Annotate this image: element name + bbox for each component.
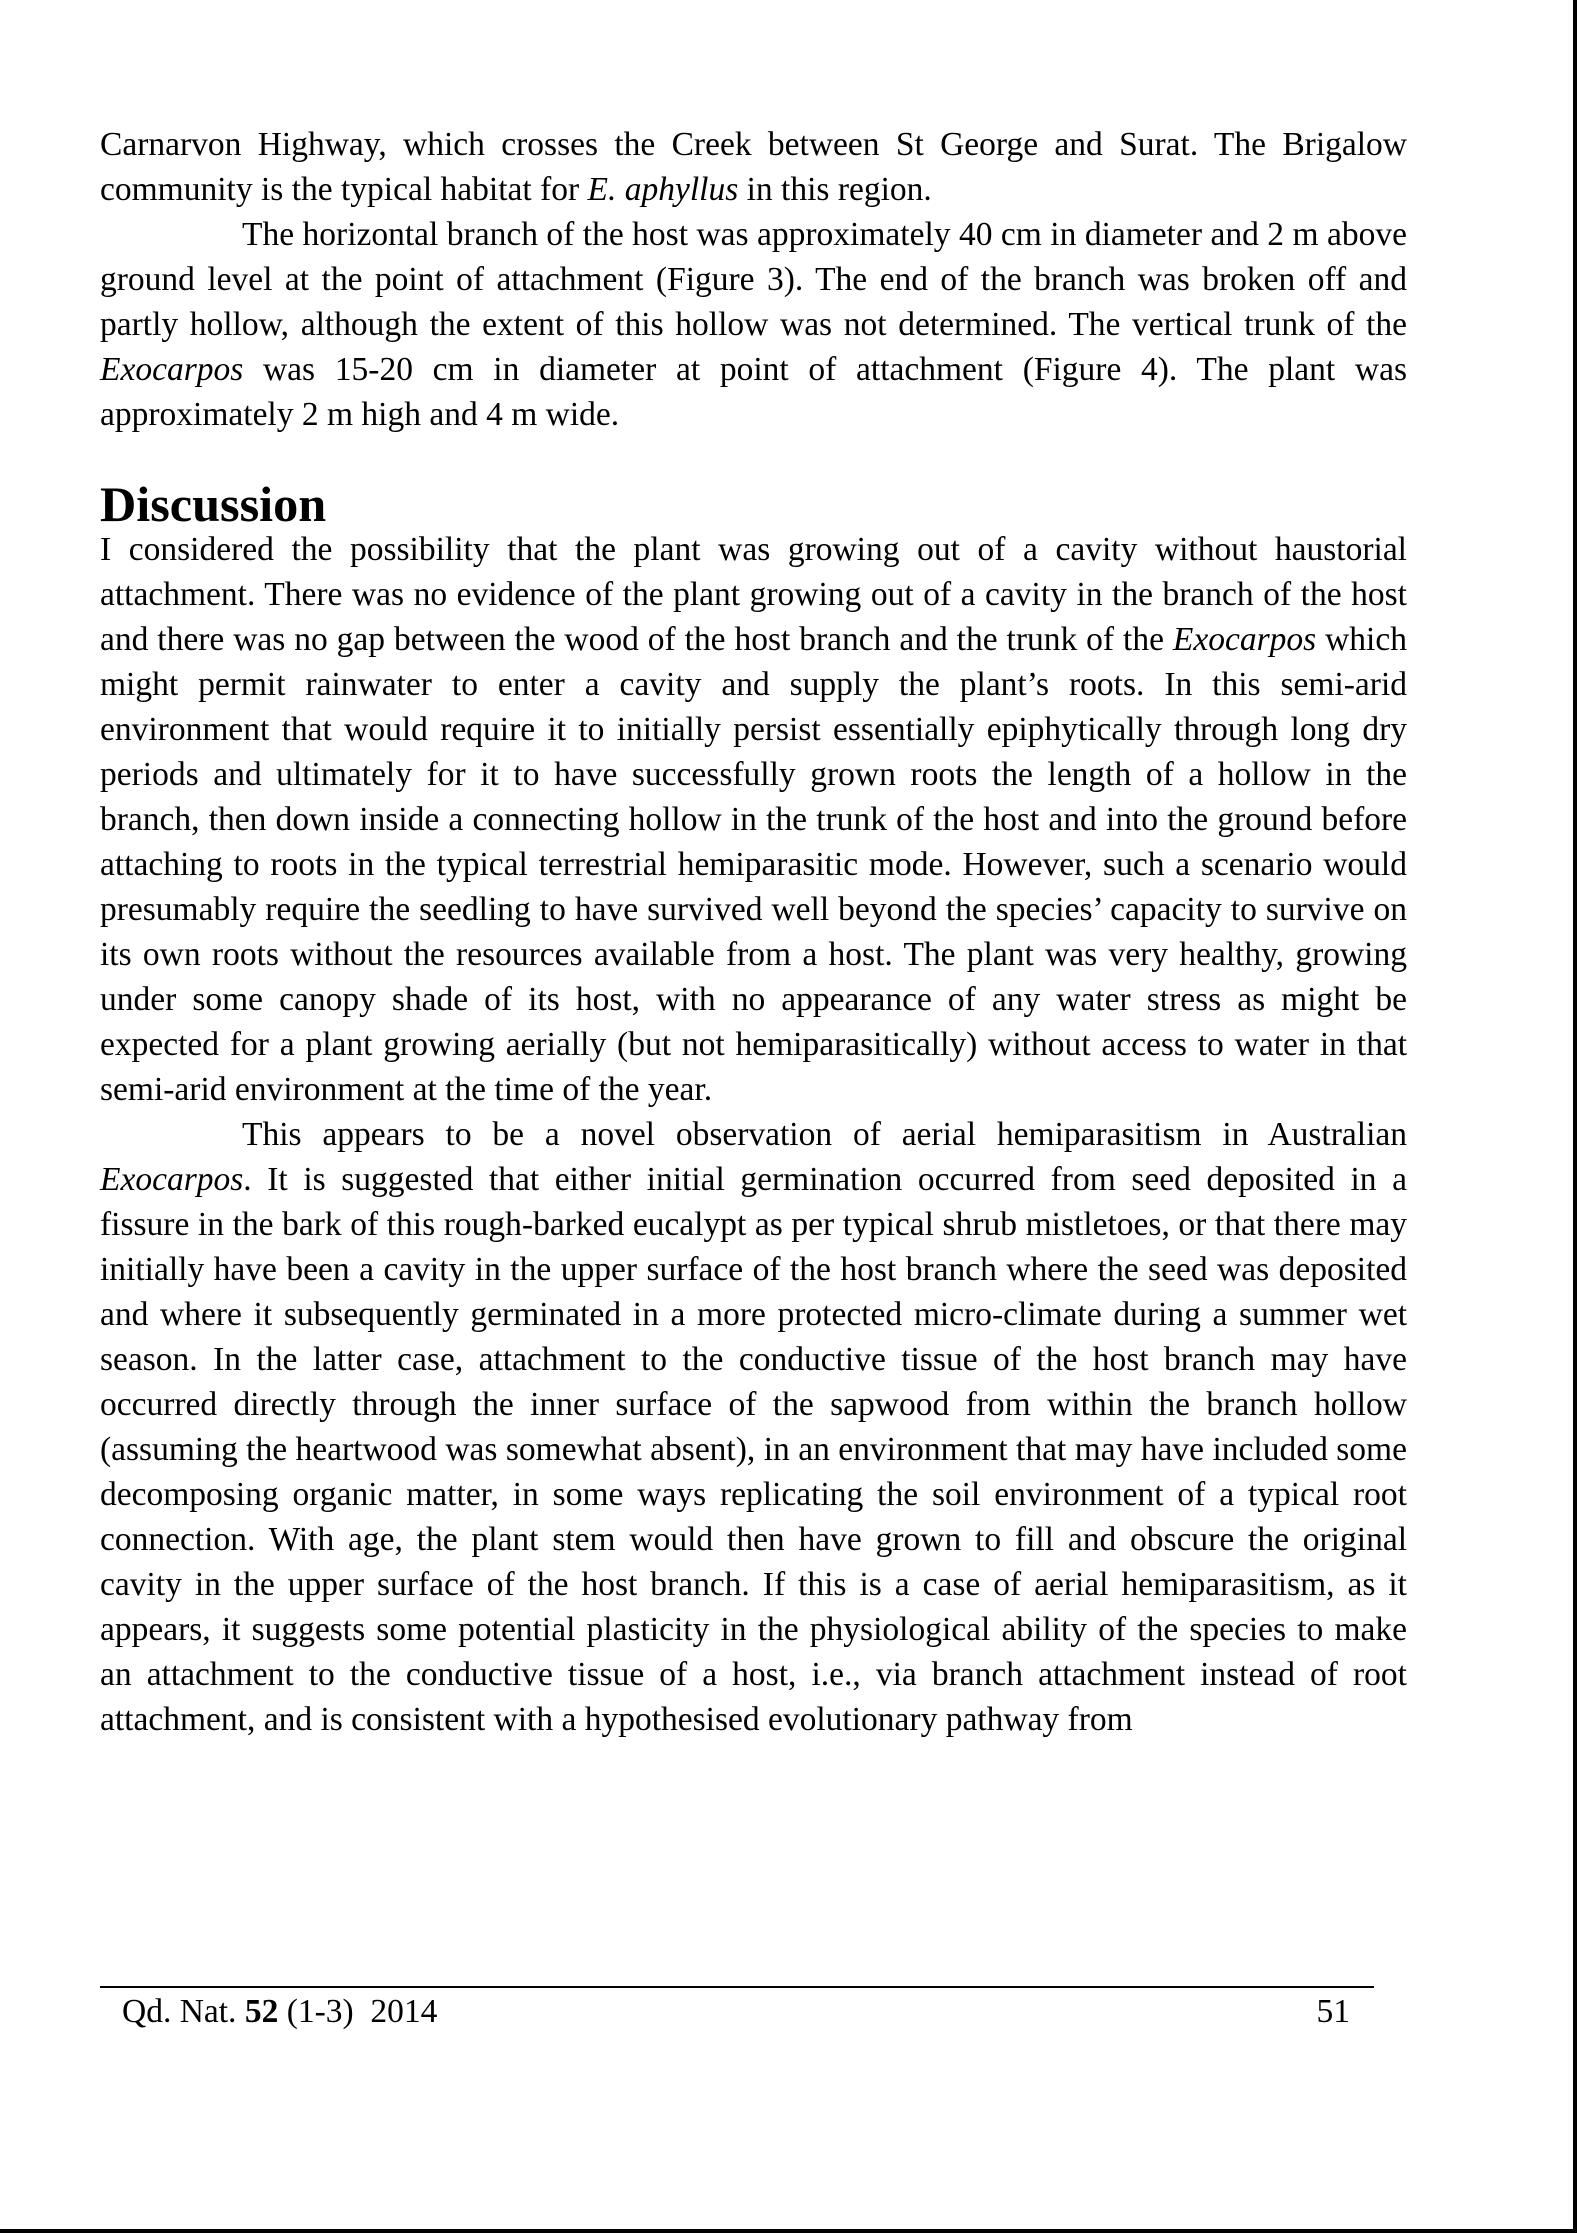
section-heading bbox=[100, 476, 1407, 532]
italic-taxon: E. aphyllus bbox=[587, 171, 739, 208]
text-run: which might permit rainwater to enter a cavity and supply the plant’s roots. In this semi-arid environment that would require it to initially persist essentially epiphytically through long dry periods and ultimately for it to have successfully grown roots the length of a hollow in the branch, then down inside a connecting hollow in the trunk of the host and into the ground before attaching to roots in the typical terrestrial hemiparasitic mode. However, such a scenario would presumably require the seedling to have survived well beyond the species’ capacity to survive on its own roots without the resources available from a host. The plant was very healthy, growing under some canopy shade of its host, with no appearance of any water stress as might be expected for a plant growing aerially (but not hemiparasitically) without access to water in that semi-arid environment at the time of the year. bbox=[100, 621, 1407, 1108]
italic-taxon: Exocarpos bbox=[100, 1161, 244, 1198]
paragraph bbox=[100, 212, 1407, 437]
text-run: was 15-20 cm in diameter at point of attachment (Figure 4). The plant was approximately 2 m high and 4 m wide. bbox=[100, 351, 1407, 433]
text-run: in this region. bbox=[738, 171, 932, 208]
text-run: This appears to be a novel observation of aerial hemiparasitism in Australian bbox=[242, 1116, 1407, 1153]
journal-volume: 52 bbox=[244, 1993, 279, 2030]
text-run: I considered the possibility that the plant was growing out of a cavity without haustorial attachment. There was no evidence of the plant growing out of a cavity in the branch of the host and there was no gap between the wood of the host branch and the trunk of the bbox=[100, 531, 1407, 658]
page-footer bbox=[122, 1990, 1350, 2034]
paragraph bbox=[100, 527, 1407, 1112]
text-run: . It is suggested that either initial germination occurred from seed deposited in a fissure in the bark of this rough-barked eucalypt as per typical shrub mistletoes, or that there may initially have been a cavity in the upper surface of the host branch where the seed was deposited and where it subsequently germinated in a more protected micro-climate during a summer wet season. In the latter case, attachment to the conductive tissue of the host branch may have occurred directly through the inner surface of the sapwood from within the branch hollow (assuming the heartwood was somewhat absent), in an environment that may have included some decomposing organic matter, in some ways replicating the soil environment of a typical root connection. With age, the plant stem would then have grown to fill and obscure the original cavity in the upper surface of the host branch. If this is a case of aerial hemiparasitism, as it appears, it suggests some potential plasticity in the physiological ability of the species to make an attachment to the conductive tissue of a host, i.e., via branch attachment instead of root attachment, and is consistent with a hypothesised evolutionary pathway from bbox=[100, 1161, 1407, 1738]
italic-taxon: Exocarpos bbox=[100, 351, 244, 388]
text-run: Carnarvon Highway, which crosses the Creek between St George and Surat. The Brigalow community is the typical habitat for bbox=[100, 126, 1407, 208]
paragraph bbox=[100, 1112, 1407, 1742]
journal-citation bbox=[122, 1990, 437, 2034]
text-run: The horizontal branch of the host was approximately 40 cm in diameter and 2 m above ground level at the point of attachment (Figure 3). The end of the branch was broken off and partly hollow, although the extent of this hollow was not determined. The vertical trunk of the bbox=[100, 216, 1407, 343]
paragraph bbox=[100, 122, 1407, 212]
text-run: Discussion bbox=[100, 476, 327, 532]
page-number: 51 bbox=[1316, 1993, 1350, 2030]
journal-name: Qd. Nat. bbox=[122, 1993, 237, 2030]
journal-issue-year: (1-3) 2014 bbox=[286, 1993, 438, 2030]
italic-taxon: Exocarpos bbox=[1172, 621, 1317, 658]
footer-rule bbox=[100, 1986, 1374, 1988]
body-text bbox=[100, 122, 1407, 1742]
